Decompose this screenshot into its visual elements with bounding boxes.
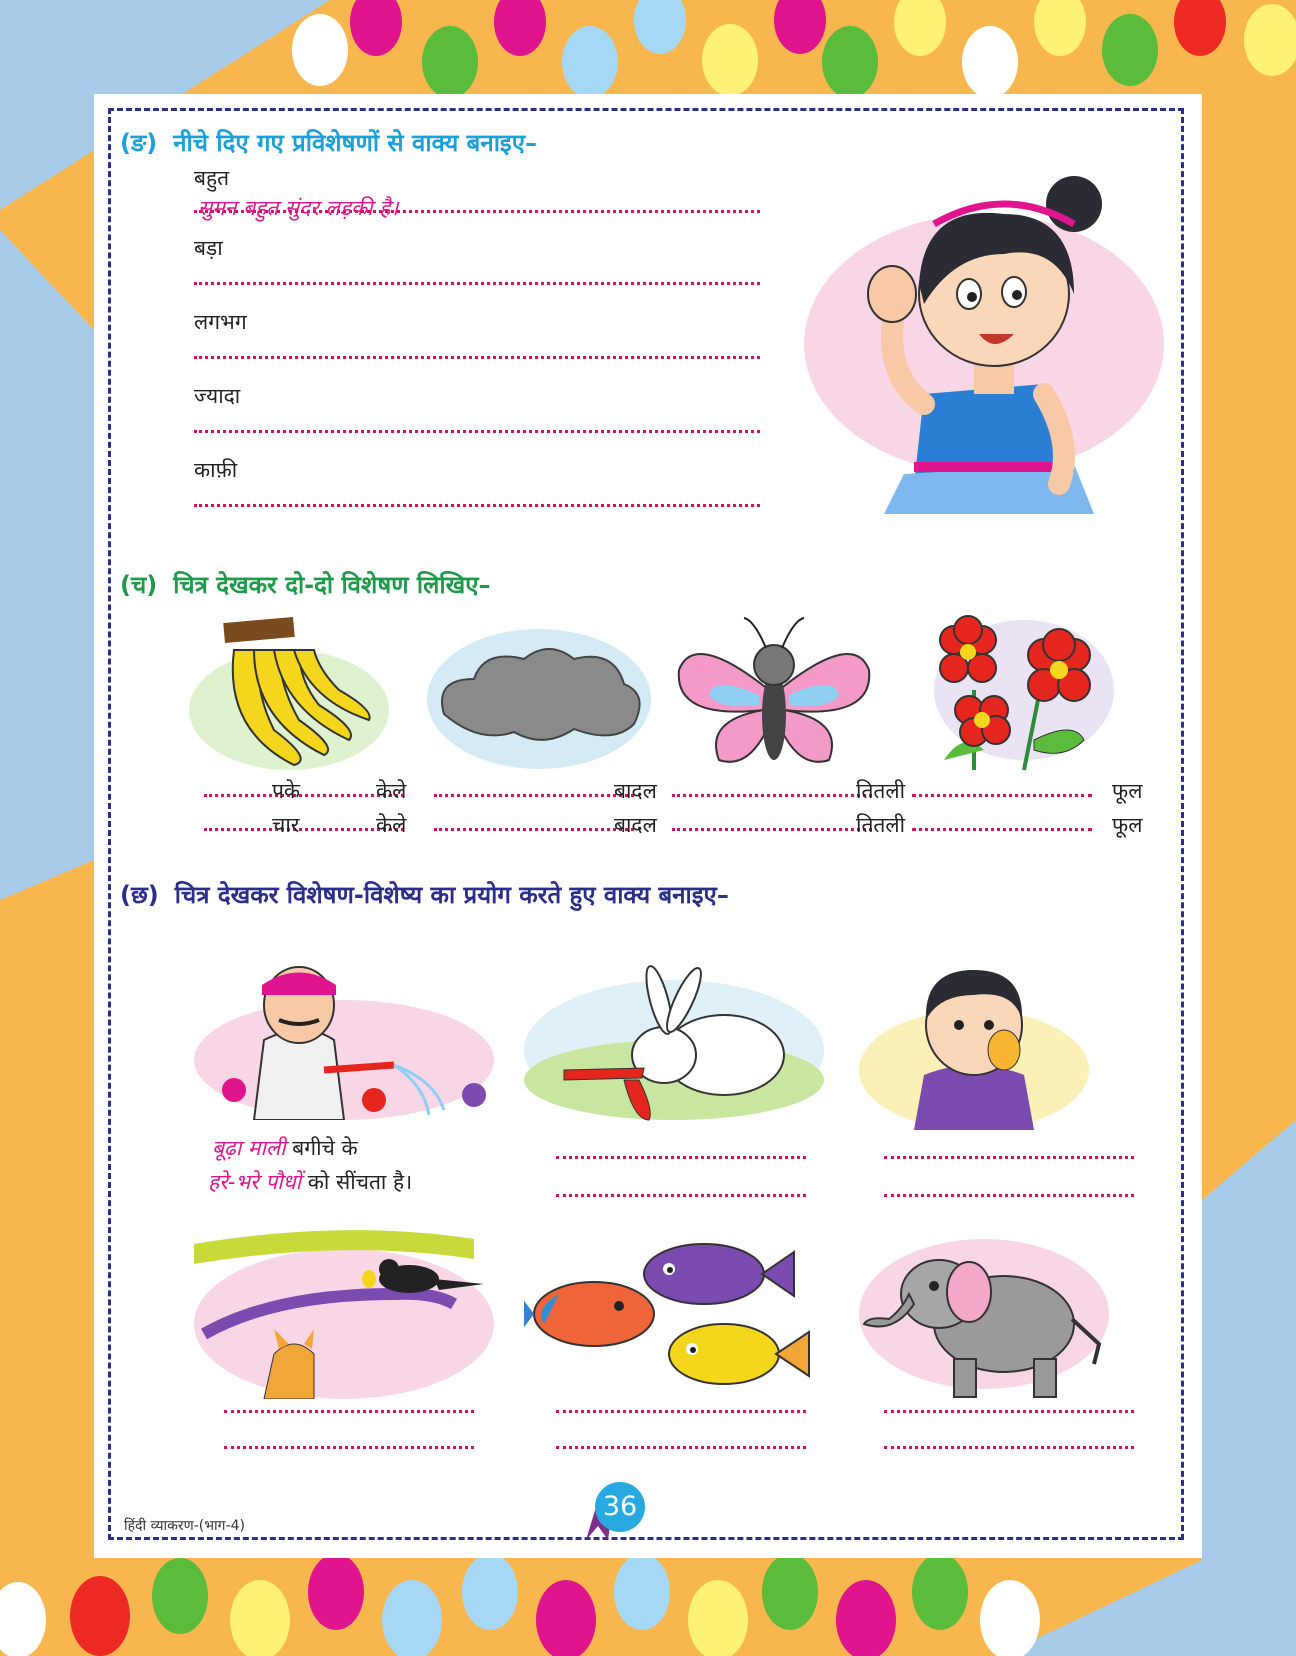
section-e-number: (ङ) [120, 129, 158, 157]
example-text-2: को सींचता है। [301, 1170, 413, 1194]
answer-line[interactable] [204, 828, 404, 831]
boy-eating-mango-icon [854, 950, 1094, 1130]
answer-line[interactable] [556, 1194, 806, 1197]
example-text-1: बगीचे के [285, 1136, 358, 1160]
answer-line[interactable] [194, 356, 760, 359]
book-title: हिंदी व्याकरण-(भाग-4) [124, 1518, 245, 1534]
answer-line[interactable] [884, 1410, 1134, 1413]
answer-line[interactable] [194, 504, 760, 507]
answer-line[interactable] [194, 430, 760, 433]
noun-label: केले [376, 779, 407, 803]
noun-label: केले [376, 813, 407, 837]
girl-waving-illustration [774, 144, 1174, 514]
section-chh-number: (छ) [120, 881, 159, 909]
answer-line[interactable] [912, 794, 1092, 797]
noun-label: फूल [1112, 813, 1143, 837]
section-e-heading [120, 126, 537, 159]
section-chh-heading [120, 878, 729, 911]
example-line-2 [208, 1168, 412, 1196]
answer-line[interactable] [224, 1410, 474, 1413]
answer-line[interactable] [672, 828, 872, 831]
example-sentence: सुमन बहुत सुंदर लड़की है। [198, 196, 399, 220]
section-e-title: नीचे दिए गए प्रविशेषणों से वाक्य बनाइए– [173, 129, 537, 157]
crow-and-fox-icon [194, 1224, 494, 1399]
answer-line[interactable] [434, 828, 634, 831]
section-ch-heading [120, 568, 491, 601]
gardener-watering-icon [194, 950, 494, 1120]
word-item: काफ़ी [194, 458, 238, 482]
elephant-icon [854, 1224, 1114, 1399]
butterfly-icon [664, 610, 884, 780]
section-ch-title: चित्र देखकर दो-दो विशेषण लिखिए– [173, 571, 491, 599]
answer-line[interactable] [434, 794, 634, 797]
worksheet-page [94, 94, 1202, 1558]
noun-label: तितली [856, 779, 906, 803]
answer-line[interactable] [224, 1446, 474, 1449]
noun-label: बादल [614, 779, 657, 803]
word-item: ज्यादा [194, 384, 241, 408]
colorful-fish-icon [524, 1224, 824, 1399]
answer-line[interactable] [884, 1446, 1134, 1449]
answer-line[interactable] [556, 1156, 806, 1159]
answer-text: चार [272, 813, 300, 837]
answer-line[interactable] [884, 1194, 1134, 1197]
example-adjective-1: बूढ़ा माली [212, 1136, 286, 1160]
banana-bunch-icon [184, 610, 394, 780]
rabbit-eating-carrot-icon [524, 950, 824, 1130]
example-adjective-2: हरे-भरे पौधों [208, 1170, 302, 1194]
noun-label: तितली [856, 813, 906, 837]
answer-text: पके [272, 779, 301, 803]
answer-line[interactable] [204, 794, 404, 797]
section-chh-title: चित्र देखकर विशेषण-विशेष्य का प्रयोग करते हुए वाक्य बनाइए– [174, 881, 729, 909]
noun-label: फूल [1112, 779, 1143, 803]
word-item: लगभग [194, 310, 247, 334]
page-number: 36 [595, 1482, 645, 1532]
answer-line[interactable] [194, 282, 760, 285]
example-line-1 [212, 1134, 358, 1162]
answer-line[interactable] [884, 1156, 1134, 1159]
grey-cloud-icon [424, 624, 654, 774]
red-flowers-icon [914, 610, 1114, 780]
section-ch-number: (च) [120, 571, 158, 599]
answer-line[interactable] [556, 1446, 806, 1449]
word-item: बड़ा [194, 236, 223, 260]
word-item: बहुत [194, 166, 230, 190]
noun-label: बादल [614, 813, 657, 837]
answer-line[interactable] [556, 1410, 806, 1413]
answer-line[interactable] [912, 828, 1092, 831]
answer-line[interactable] [672, 794, 872, 797]
